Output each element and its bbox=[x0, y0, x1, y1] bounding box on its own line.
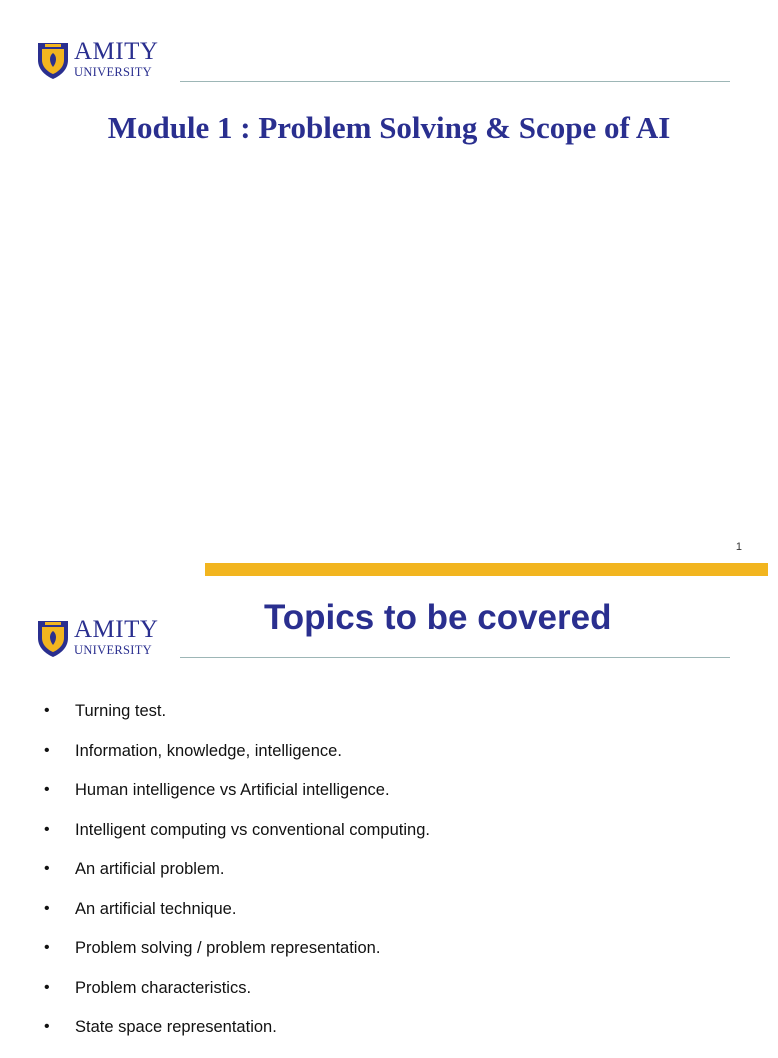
bullet: • bbox=[44, 1018, 50, 1035]
bullet: • bbox=[44, 978, 50, 996]
logo-name: AMITY bbox=[74, 616, 159, 643]
slide-title: Topics to be covered bbox=[264, 598, 612, 637]
bullet: • bbox=[44, 939, 50, 956]
topic-text: An artificial problem. bbox=[75, 860, 225, 878]
topic-text: Information, knowledge, intelligence. bbox=[75, 741, 342, 760]
bullet: • bbox=[44, 781, 50, 798]
bullet: • bbox=[44, 899, 50, 917]
topic-text: State space representation. bbox=[75, 1018, 277, 1036]
amity-logo bbox=[36, 616, 176, 662]
topic-text: Problem characteristics. bbox=[75, 978, 252, 997]
bullet: • bbox=[44, 702, 50, 719]
amity-logo bbox=[36, 38, 176, 84]
slide-2 bbox=[0, 578, 768, 1036]
logo-subtitle: UNIVERSITY bbox=[74, 643, 152, 657]
topic-text: Intelligent computing vs conventional computing. bbox=[75, 820, 430, 839]
logo-name: AMITY bbox=[74, 38, 159, 65]
bullet: • bbox=[44, 741, 50, 759]
header-divider bbox=[180, 657, 730, 658]
logo-subtitle: UNIVERSITY bbox=[74, 65, 152, 79]
bullet: • bbox=[44, 860, 50, 877]
topic-text: Turning test. bbox=[75, 702, 167, 720]
slide-number: 1 bbox=[735, 541, 742, 553]
footer-accent-bar bbox=[205, 563, 768, 576]
slide-title: Module 1 : Problem Solving & Scope of AI bbox=[107, 110, 671, 145]
university-crest-icon bbox=[36, 40, 70, 80]
topic-text: Problem solving / problem representation. bbox=[75, 939, 381, 957]
header-divider bbox=[180, 81, 730, 82]
topic-text: An artificial technique. bbox=[75, 899, 237, 918]
topic-text: Human intelligence vs Artificial intelligence. bbox=[75, 781, 390, 799]
university-crest-icon bbox=[36, 618, 70, 658]
bullet: • bbox=[44, 820, 50, 838]
